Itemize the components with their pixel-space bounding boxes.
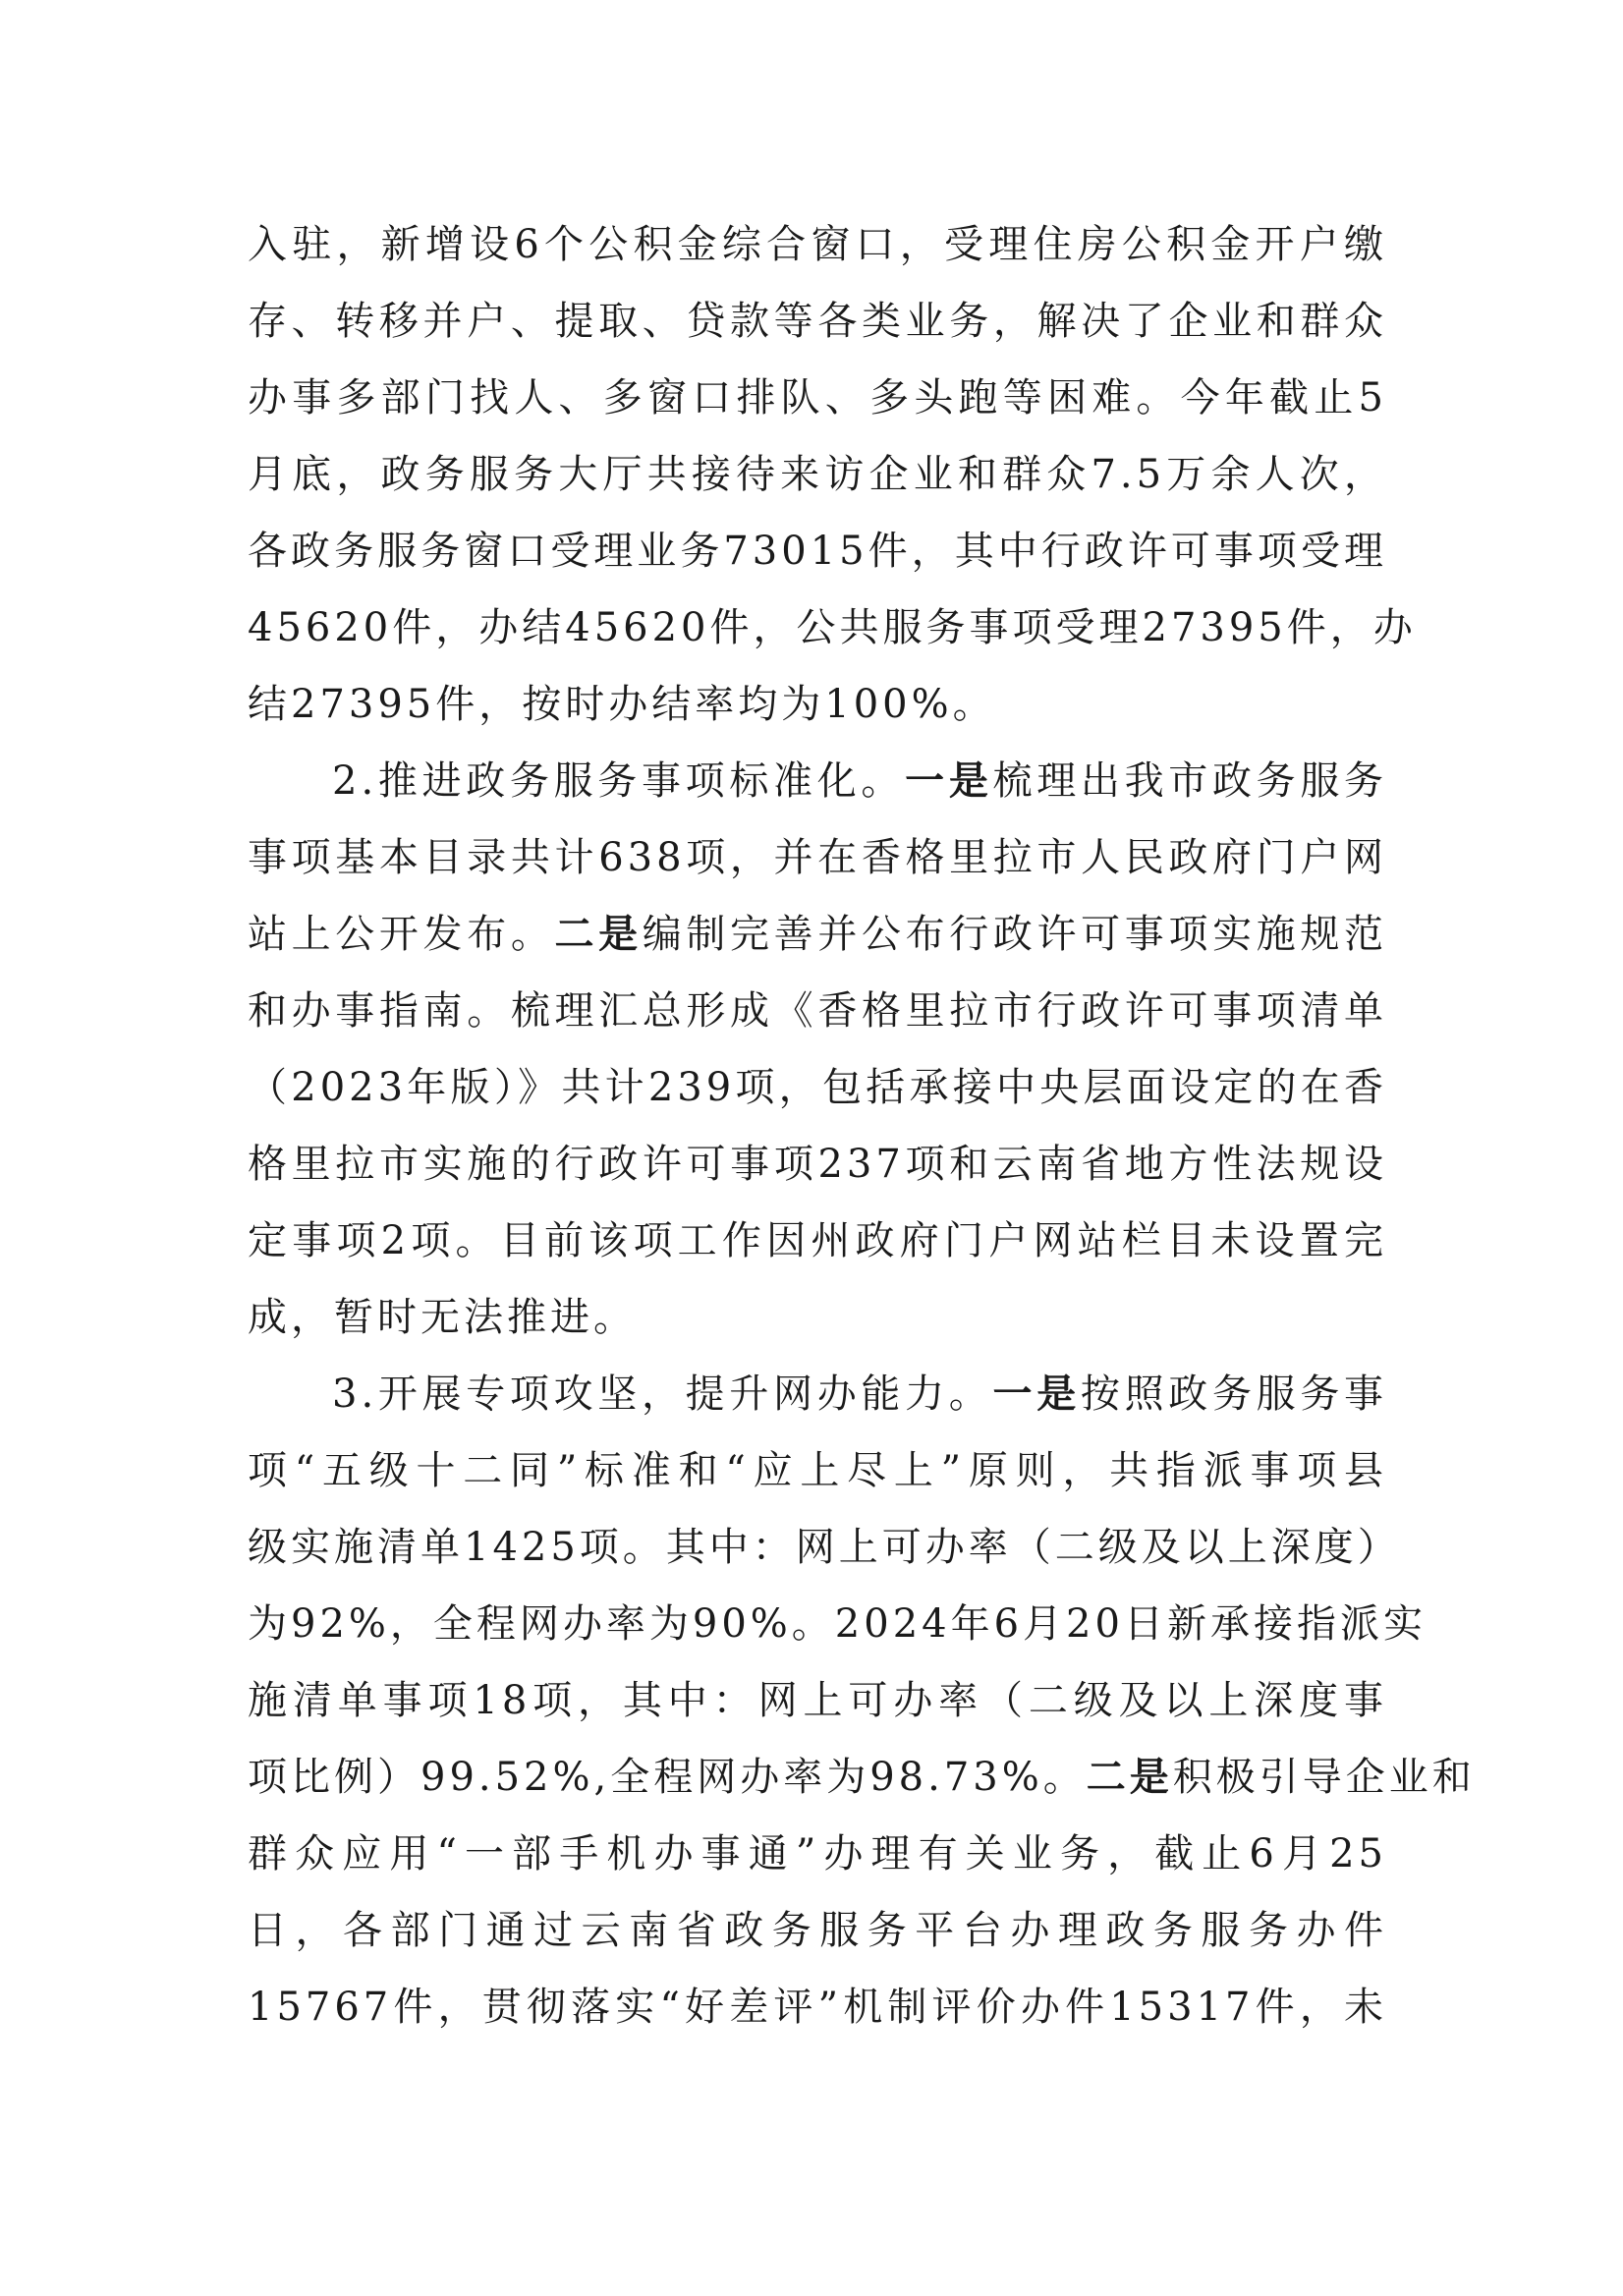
paragraph-1-line-2: 存、转移并户、提取、贷款等各类业务，解决了企业和群众 — [248, 299, 1387, 344]
paragraph-2-line-8: 成，暂时无法推进。 — [248, 1295, 637, 1340]
paragraph-2-line-2: 事项基本目录共计638项，并在香格里拉市人民政府门户网 — [248, 835, 1387, 880]
paragraph-3-line-7: 群众应用“一部手机办事通”办理有关业务，截止6月25 — [248, 1831, 1387, 1876]
paragraph-3-line-4: 为92%，全程网办率为90%。2024年6月20日新承接指派实 — [248, 1601, 1427, 1647]
paragraph-3-line-6 — [248, 1739, 1476, 1816]
paragraph-3-heading: 3.开展专项攻坚，提升网办能力。 — [332, 1372, 993, 1417]
paragraph-2-line-3 — [248, 896, 1387, 973]
paragraph-2-line-7: 定事项2项。目前该项工作因州政府门户网站栏目未设置完 — [248, 1218, 1387, 1263]
paragraph-1-line-7: 结27395件，按时办结率均为100%。 — [248, 682, 996, 727]
paragraph-2-line-4: 和办事指南。梳理汇总形成《香格里拉市行政许可事项清单 — [248, 988, 1387, 1034]
paragraph-1-line-6: 45620件，办结45620件，公共服务事项受理27395件，办 — [248, 605, 1417, 650]
paragraph-2-line-1-text: 梳理出我市政务服务 — [992, 758, 1388, 804]
paragraph-3-line-1 — [248, 1356, 1387, 1432]
paragraph-3-line-3: 级实施清单1425项。其中：网上可办率（二级及以上深度） — [248, 1525, 1401, 1570]
document-body — [248, 206, 1476, 2045]
paragraph-3-line-2: 项“五级十二同”标准和“应上尽上”原则，共指派事项县 — [248, 1448, 1387, 1493]
paragraph-2-heading: 2.推进政务服务事项标准化。 — [332, 758, 906, 804]
paragraph-3-line-5: 施清单事项18项，其中：网上可办率（二级及以上深度事 — [248, 1678, 1387, 1723]
paragraph-3-line-1-text: 按照政务服务事 — [1080, 1372, 1388, 1417]
paragraph-3-line-8: 日，各部门通过云南省政务服务平台办理政务服务办件 — [248, 1908, 1387, 1953]
paragraph-3-line-6-text-a: 项比例）99.52%,全程网办率为98.73%。 — [248, 1755, 1087, 1800]
paragraph-2-marker-1: 一是 — [905, 757, 993, 804]
paragraph-3-line-9: 15767件，贯彻落实“好差评”机制评价办件15317件，未 — [248, 1985, 1387, 2030]
paragraph-1-line-5: 各政务服务窗口受理业务73015件，其中行政许可事项受理 — [248, 529, 1387, 574]
paragraph-1-line-4: 月底，政务服务大厅共接待来访企业和群众7.5万余人次， — [248, 452, 1387, 497]
paragraph-2-line-6: 格里拉市实施的行政许可事项237项和云南省地方性法规设 — [248, 1142, 1387, 1187]
paragraph-2-line-1 — [248, 743, 1387, 819]
paragraph-3-line-6-text-c: 积极引导企业和 — [1172, 1755, 1476, 1800]
paragraph-2-marker-2: 二是 — [554, 911, 643, 957]
paragraph-3-marker-1: 一是 — [992, 1371, 1081, 1417]
paragraph-2-line-3-text-c: 编制完善并公布行政许可事项实施规范 — [642, 912, 1388, 957]
paragraph-3-marker-2: 二是 — [1086, 1754, 1173, 1800]
paragraph-2-line-3-text-a: 站上公开发布。 — [248, 912, 555, 957]
paragraph-1-line-3: 办事多部门找人、多窗口排队、多头跑等困难。今年截止5 — [248, 375, 1387, 420]
paragraph-1-line-1: 入驻，新增设6个公积金综合窗口，受理住房公积金开户缴 — [248, 222, 1387, 267]
paragraph-2-line-5: （2023年版）》共计239项，包括承接中央层面设定的在香 — [248, 1065, 1387, 1110]
